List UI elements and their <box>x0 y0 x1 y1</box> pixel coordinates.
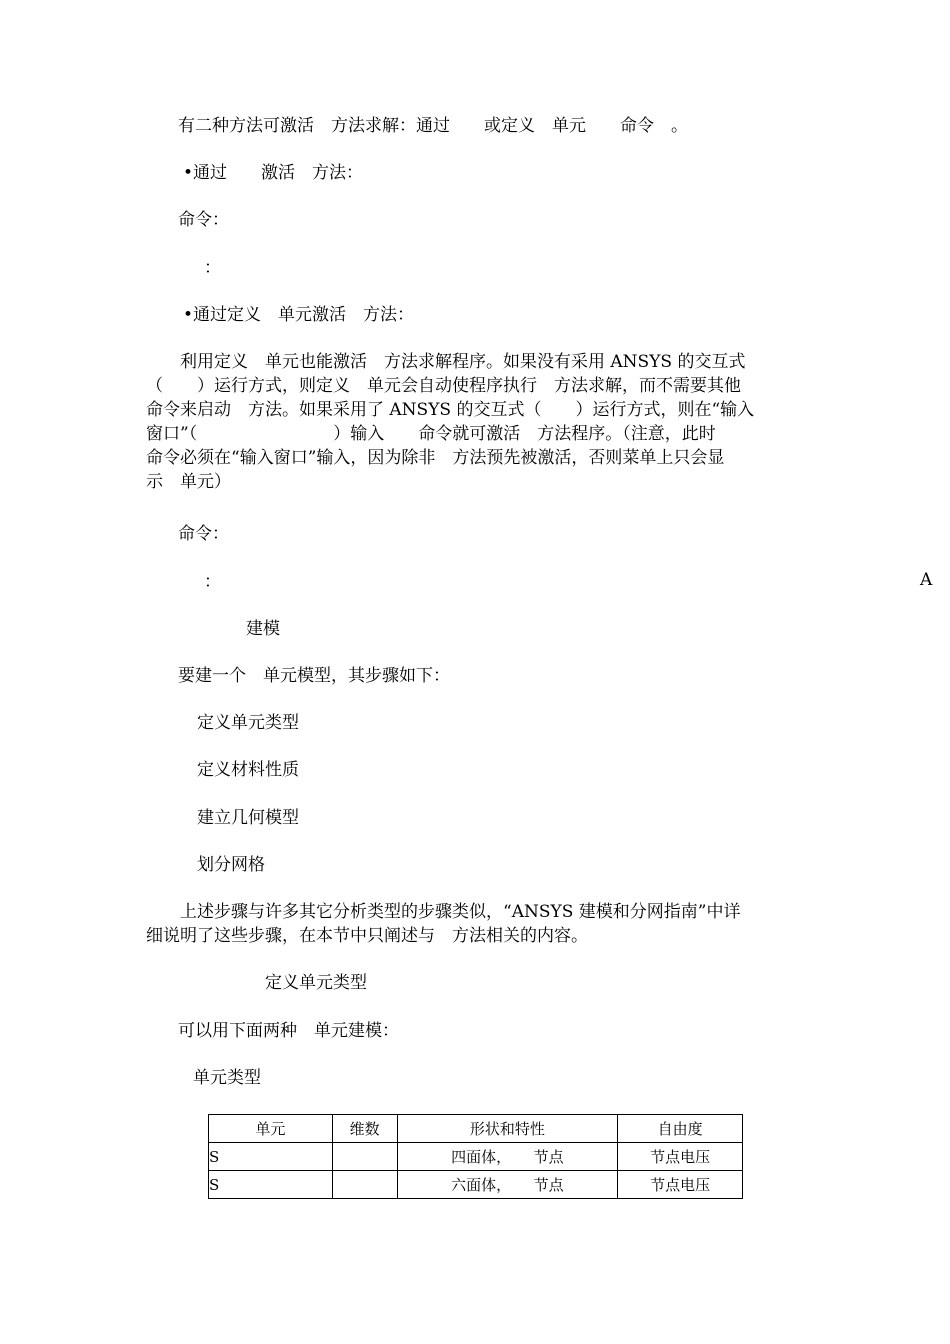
header-element: 单元 <box>209 1115 333 1143</box>
cell-dimension <box>332 1143 397 1171</box>
method1-heading: •通过 激活 方法： <box>183 163 364 183</box>
step-item: 定义单元类型 <box>197 713 299 733</box>
element-type-table <box>208 1114 743 1199</box>
cell-dimension <box>332 1171 397 1199</box>
table-row <box>209 1171 743 1199</box>
cell-dof: 节点电压 <box>618 1171 743 1199</box>
method2-command-label: 命令： <box>178 524 229 544</box>
method2-paragraph <box>146 350 808 494</box>
modeling-intro: 要建一个 单元模型，其步骤如下： <box>178 666 450 686</box>
header-shape: 形状和特性 <box>397 1115 618 1143</box>
method1-path-label: ： <box>204 258 221 278</box>
table-header-row <box>209 1115 743 1143</box>
step-item: 建立几何模型 <box>197 808 299 828</box>
cell-element: S <box>209 1143 333 1171</box>
cell-shape: 六面体， 节点 <box>397 1171 618 1199</box>
method2-paragraph-line: （ ）运行方式，则定义 单元会自动使程序执行 方法求解，而不需要其他 <box>146 376 741 396</box>
summary-paragraph-line: 细说明了这些步骤，在本节中只阐述与 方法相关的内容。 <box>146 926 588 946</box>
intro-text: 有二种方法可激活 方法求解：通过 或定义 单元 命令 。 <box>178 116 688 136</box>
modeling-heading: 建模 <box>246 619 280 639</box>
method2-paragraph-line: 命令来启动 方法。如果采用了 ANSYS 的交互式（ ）运行方式，则在“输入 <box>146 400 755 420</box>
stray-character: A <box>920 570 933 590</box>
define-element-intro: 可以用下面两种 单元建模： <box>178 1021 399 1041</box>
cell-element: S <box>209 1171 333 1199</box>
table-caption: 单元类型 <box>193 1068 261 1088</box>
header-dof: 自由度 <box>618 1115 743 1143</box>
header-dimension: 维数 <box>332 1115 397 1143</box>
define-element-heading: 定义单元类型 <box>265 973 367 993</box>
summary-paragraph <box>146 900 808 948</box>
method2-paragraph-line: 利用定义 单元也能激活 方法求解程序。如果没有采用 ANSYS 的交互式 <box>146 352 746 372</box>
table-row <box>209 1143 743 1171</box>
method2-path-label: ： <box>204 572 221 592</box>
method2-paragraph-line: 示 单元） <box>146 472 231 492</box>
step-item: 划分网格 <box>197 855 265 875</box>
method2-heading: •通过定义 单元激活 方法： <box>183 305 415 325</box>
method2-paragraph-line: 命令必须在“输入窗口”输入，因为除非 方法预先被激活，否则菜单上只会显 <box>146 448 725 468</box>
step-item: 定义材料性质 <box>197 760 299 780</box>
cell-shape: 四面体， 节点 <box>397 1143 618 1171</box>
summary-paragraph-line: 上述步骤与许多其它分析类型的步骤类似，“ANSYS 建模和分网指南”中详 <box>146 902 741 922</box>
method2-paragraph-line: 窗口”（ ）输入 命令就可激活 方法程序。（注意，此时 <box>146 424 716 444</box>
method1-command-label: 命令： <box>178 210 229 230</box>
cell-dof: 节点电压 <box>618 1143 743 1171</box>
